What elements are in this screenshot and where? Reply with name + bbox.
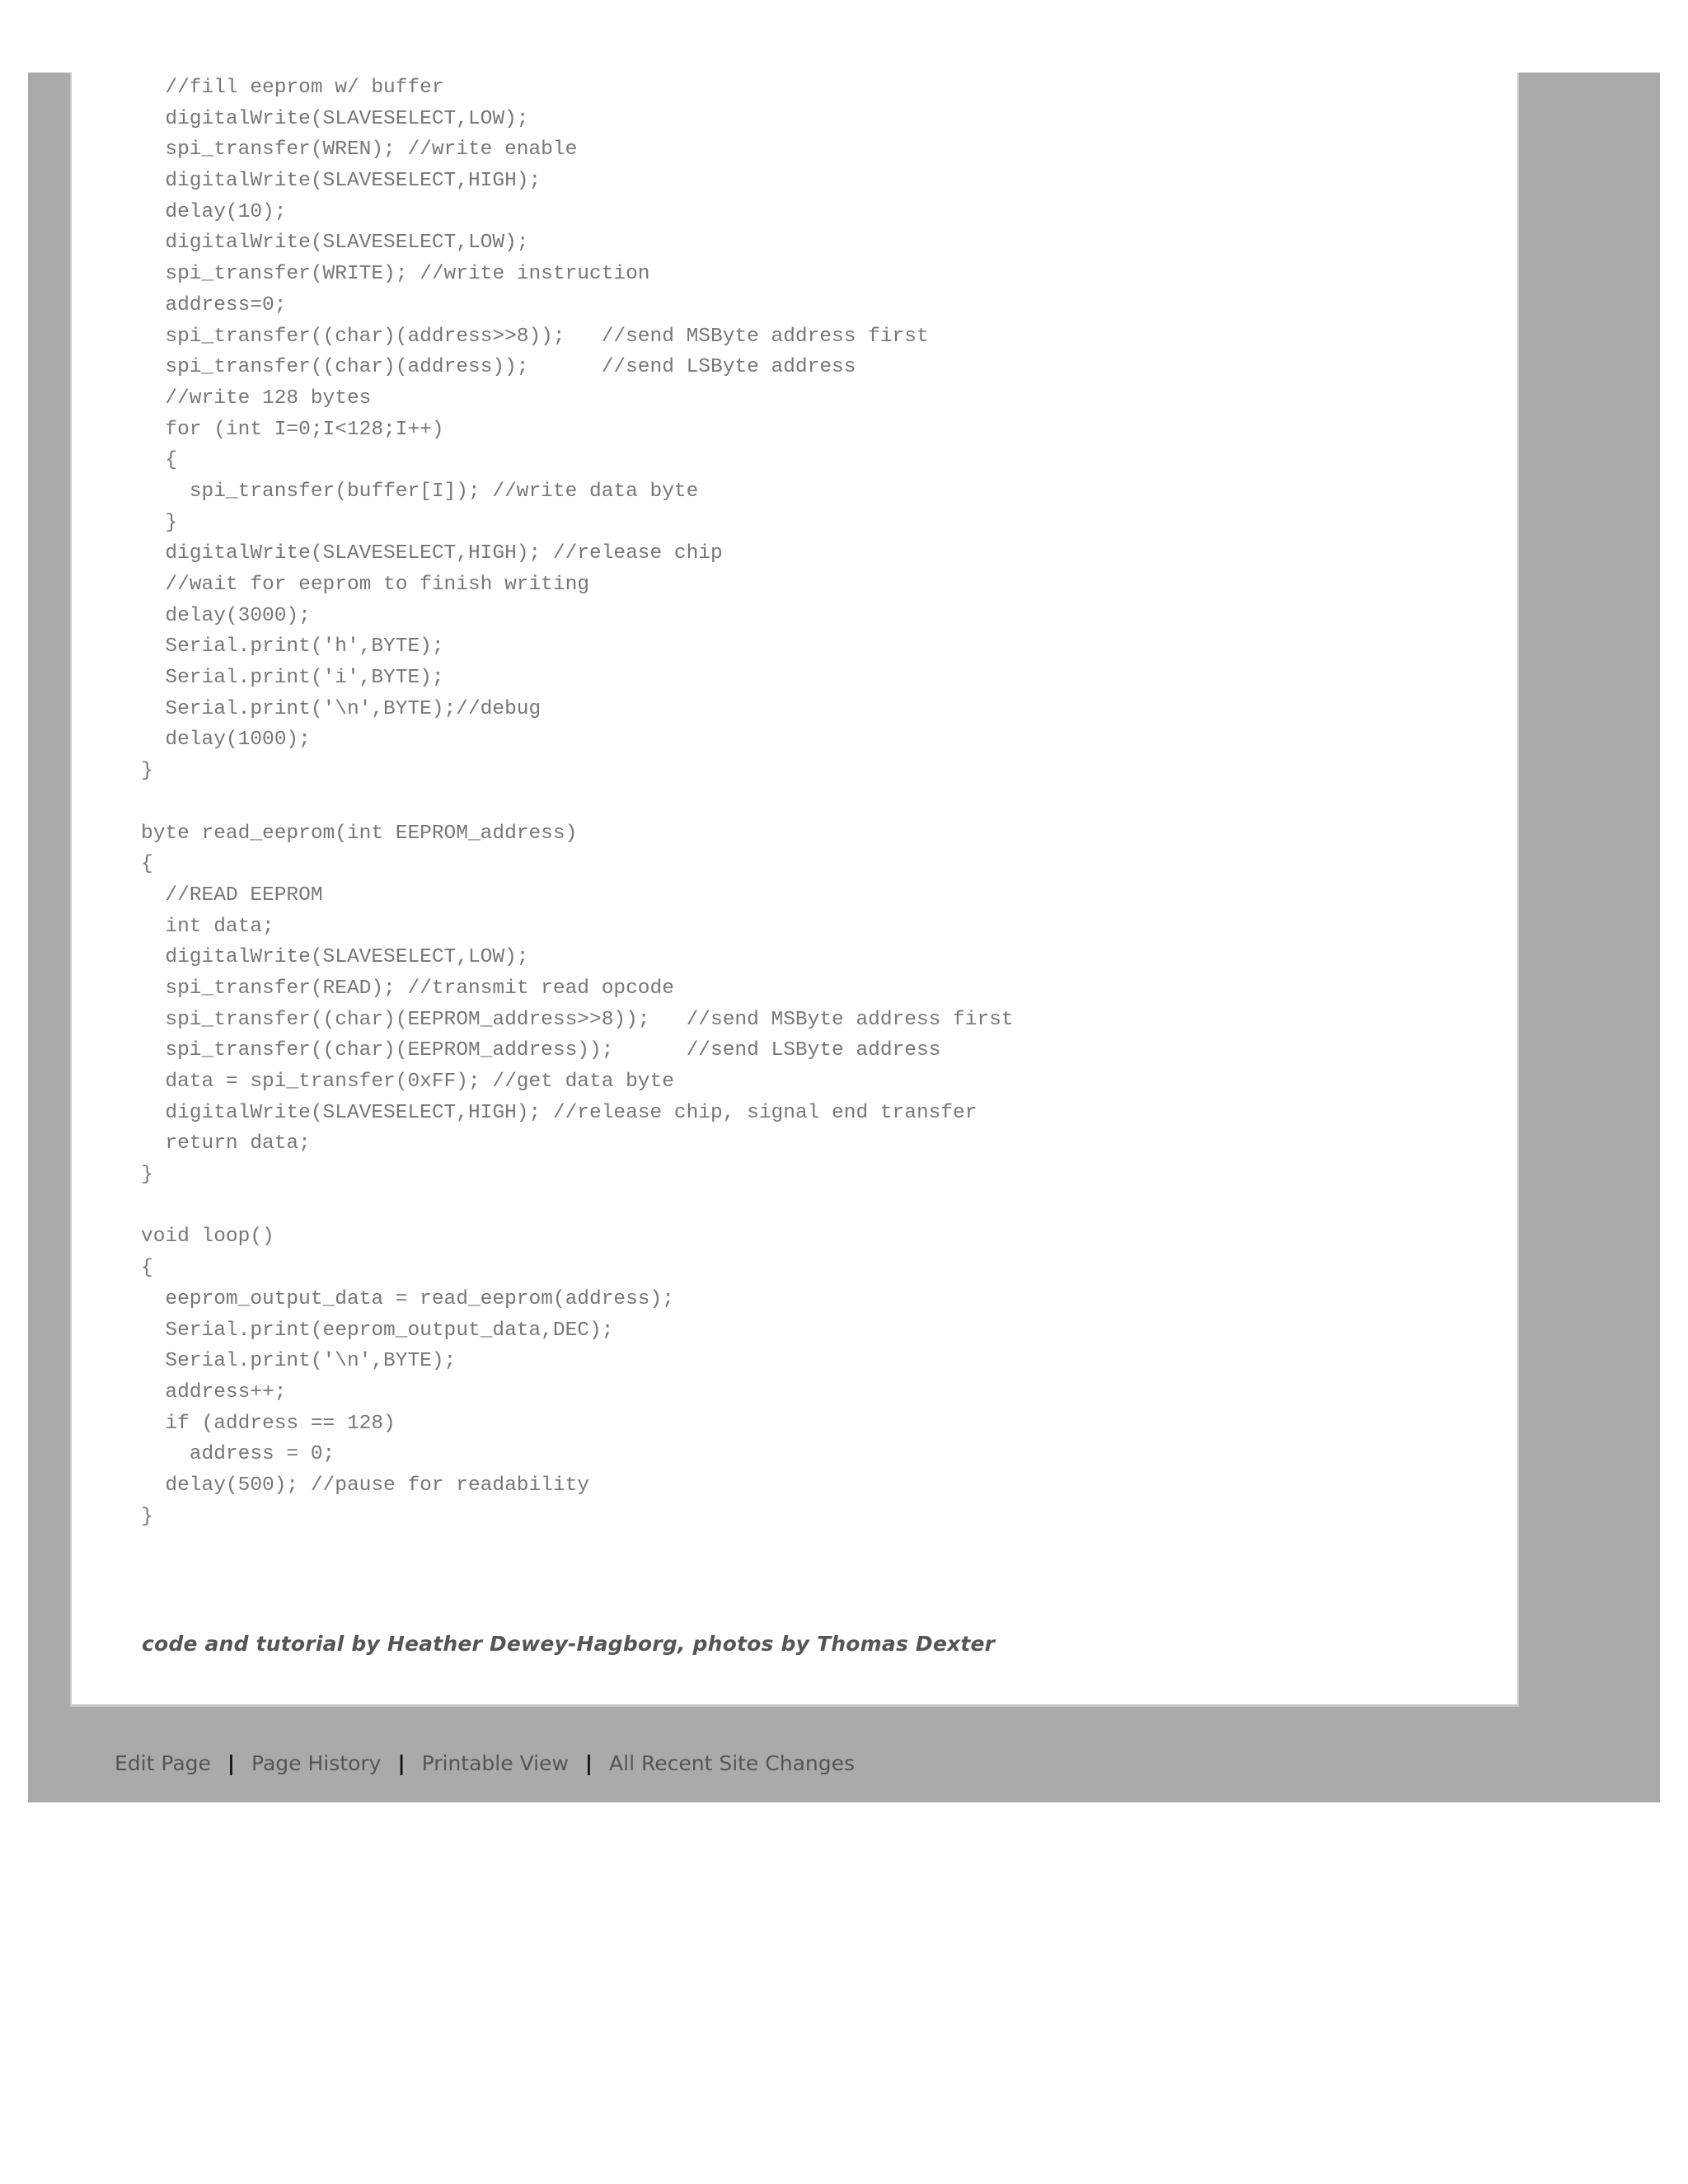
code-line: Serial.print('h',BYTE);	[141, 635, 444, 658]
code-line: address++;	[141, 1380, 287, 1404]
code-line: spi_transfer((char)(EEPROM_address)); //send LSByte address	[141, 1039, 941, 1062]
page-frame	[28, 73, 1660, 1802]
code-line: int data;	[141, 915, 274, 938]
code-line: spi_transfer((char)(EEPROM_address>>8)); //send MSByte address first	[141, 1008, 1014, 1031]
edit-page-link[interactable]: Edit Page	[115, 1751, 211, 1775]
code-line: digitalWrite(SLAVESELECT,HIGH); //release chip	[141, 542, 723, 565]
code-line: digitalWrite(SLAVESELECT,LOW);	[141, 946, 529, 969]
content-panel	[70, 73, 1519, 1707]
code-line: Serial.print('\n',BYTE);//debug	[141, 697, 542, 720]
code-line: spi_transfer(buffer[I]); //write data byte	[141, 480, 699, 503]
credit-line: code and tutorial by Heather Dewey-Hagborg, photos by Thomas Dexter	[142, 1632, 996, 1656]
code-line: void loop()	[141, 1226, 274, 1249]
code-line	[141, 787, 1014, 818]
recent-changes-link[interactable]: All Recent Site Changes	[609, 1751, 856, 1775]
code-line: }	[141, 1164, 153, 1187]
code-line: spi_transfer(READ); //transmit read opcode	[141, 977, 674, 1000]
code-line: spi_transfer((char)(address)); //send LSByte address	[141, 356, 856, 379]
code-line: for (int I=0;I<128;I++)	[141, 418, 444, 441]
code-line	[141, 1191, 1014, 1222]
page-history-link[interactable]: Page History	[251, 1751, 382, 1775]
footer-separator: |	[397, 1751, 406, 1775]
code-line: Serial.print('i',BYTE);	[141, 667, 444, 690]
code-line: //wait for eeprom to finish writing	[141, 574, 589, 596]
footer-links	[115, 1751, 855, 1775]
code-line: digitalWrite(SLAVESELECT,LOW);	[141, 232, 529, 255]
code-line: data = spi_transfer(0xFF); //get data byte	[141, 1071, 674, 1093]
code-line: {	[141, 853, 153, 876]
code-line: }	[141, 511, 178, 534]
printable-view-link[interactable]: Printable View	[421, 1751, 569, 1775]
code-line: address=0;	[141, 293, 287, 316]
footer-separator: |	[584, 1751, 593, 1775]
code-line: {	[141, 449, 178, 472]
code-line: Serial.print('\n',BYTE);	[141, 1350, 457, 1373]
code-line: delay(3000);	[141, 604, 311, 627]
code-line: spi_transfer(WREN); //write enable	[141, 138, 578, 162]
code-line: spi_transfer((char)(address>>8)); //send MSByte address first	[141, 325, 929, 348]
code-line: delay(10);	[141, 200, 287, 223]
code-block	[141, 73, 1014, 1532]
code-line: //READ EEPROM	[141, 883, 323, 907]
code-line: }	[141, 1505, 153, 1528]
code-line: delay(500); //pause for readability	[141, 1474, 589, 1497]
code-line: {	[141, 1257, 153, 1280]
code-line: byte read_eeprom(int EEPROM_address)	[141, 822, 578, 845]
code-line: delay(1000);	[141, 729, 311, 752]
code-line: eeprom_output_data = read_eeprom(address);	[141, 1287, 674, 1310]
code-line: return data;	[141, 1132, 311, 1155]
code-line: digitalWrite(SLAVESELECT,HIGH); //release chip, signal end transfer	[141, 1101, 978, 1124]
code-line: //fill eeprom w/ buffer	[141, 77, 444, 99]
code-line: }	[141, 760, 153, 783]
code-line: spi_transfer(WRITE); //write instruction	[141, 263, 650, 286]
footer-separator: |	[227, 1751, 236, 1775]
code-line: if (address == 128)	[141, 1412, 396, 1435]
code-line: Serial.print(eeprom_output_data,DEC);	[141, 1319, 614, 1342]
code-line: digitalWrite(SLAVESELECT,HIGH);	[141, 170, 542, 193]
code-line: digitalWrite(SLAVESELECT,LOW);	[141, 107, 529, 130]
code-line: //write 128 bytes	[141, 387, 372, 410]
code-line: address = 0;	[141, 1443, 335, 1466]
